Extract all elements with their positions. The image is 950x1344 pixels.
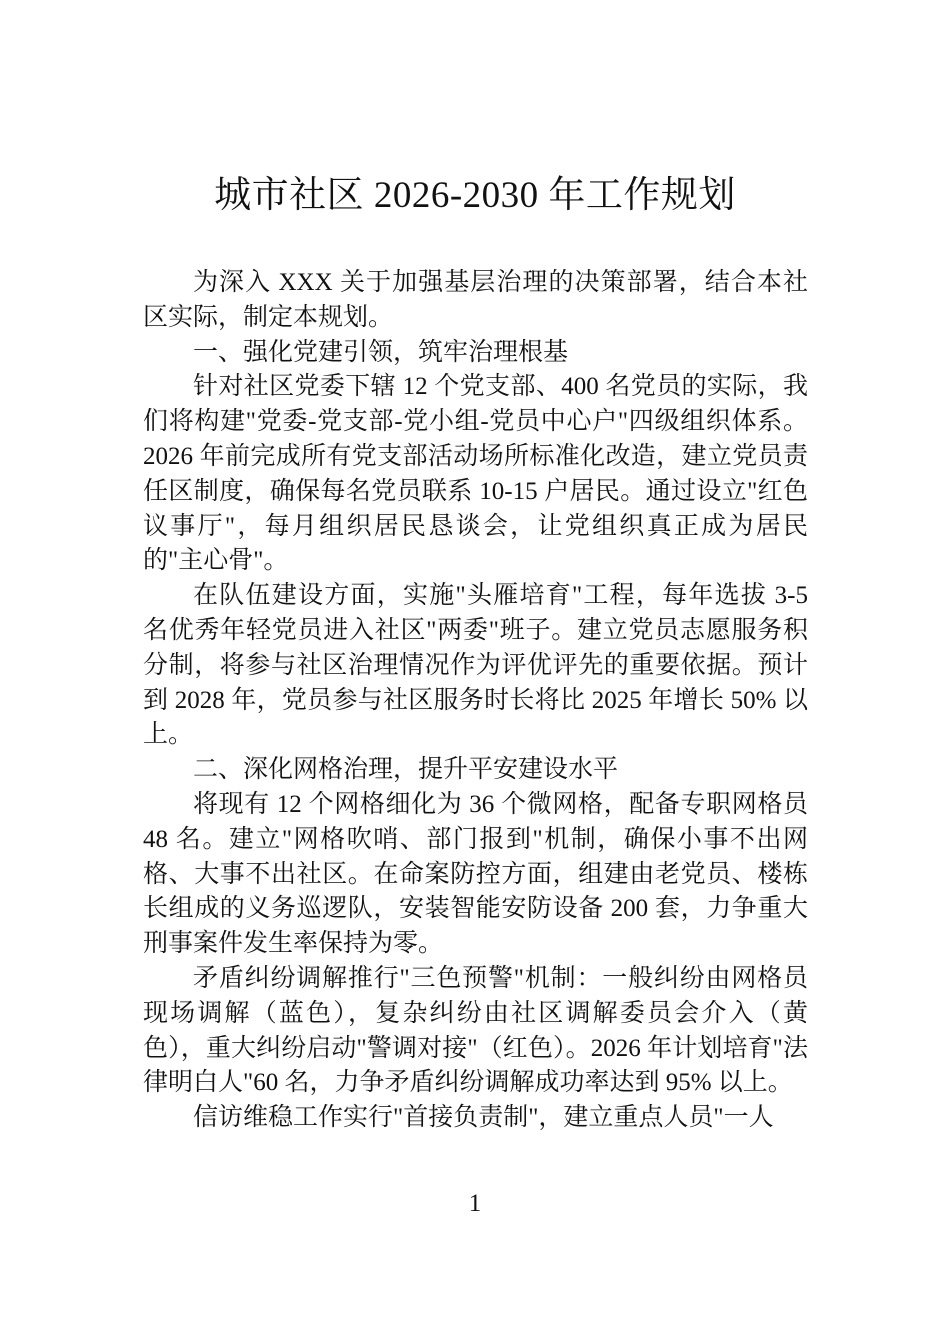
document-body [143,266,808,1136]
intro-paragraph: 为深入 XXX 关于加强基层治理的决策部署，结合本社区实际，制定本规划。 [143,269,808,331]
page-number: 1 [468,1190,482,1217]
section-1-paragraph-2: 在队伍建设方面，实施"头雁培育"工程，每年选拔 3-5 名优秀年轻党员进入社区"两委"班子。建立党员志愿服务积分制，将参与社区治理情况作为评优评先的重要依据。预计到 2028 年，党员参与社区服务时长将比 2025 年增长 50% 以上。 [143,582,808,749]
section-2-paragraph-1: 将现有 12 个网格细化为 36 个微网格，配备专职网格员 48 名。建立"网格吹哨、部门报到"机制，确保小事不出网格、大事不出社区。在命案防控方面，组建由老党员、楼栋长组成的义务巡逻队，安装智能安防设备 200 套，力争重大刑事案件发生率保持为零。 [143,790,808,958]
section-2-paragraph-2: 矛盾纠纷调解推行"三色预警"机制：一般纠纷由网格员现场调解（蓝色），复杂纠纷由社区调解委员会介入（黄色），重大纠纷启动"警调对接"（红色）。2026 年计划培育"法律明白人"60 名，力争矛盾纠纷调解成功率达到 95% 以上。 [143,964,808,1097]
section-heading-2: 二、深化网格治理，提升平安建设水平 [193,756,619,784]
section-2-paragraph-3: 信访维稳工作实行"首接负责制"，建立重点人员"一人 [193,1104,774,1132]
section-1-paragraph-1: 针对社区党委下辖 12 个党支部、400 名党员的实际，我们将构建"党委-党支部-党小组-党员中心户"四级组织体系。2026 年前完成所有党支部活动场所标准化改造，建立党员责任区制度，确保每名党员联系 10-15 户居民。通过设立"红色议事厅"，每月组织居民恳谈会，让党组织真正成为居民的"主心骨"。 [143,373,808,575]
document-title: 城市社区 2026-2030 年工作规划 [214,175,736,216]
section-heading-1: 一、强化党建引领，筑牢治理根基 [193,338,569,366]
